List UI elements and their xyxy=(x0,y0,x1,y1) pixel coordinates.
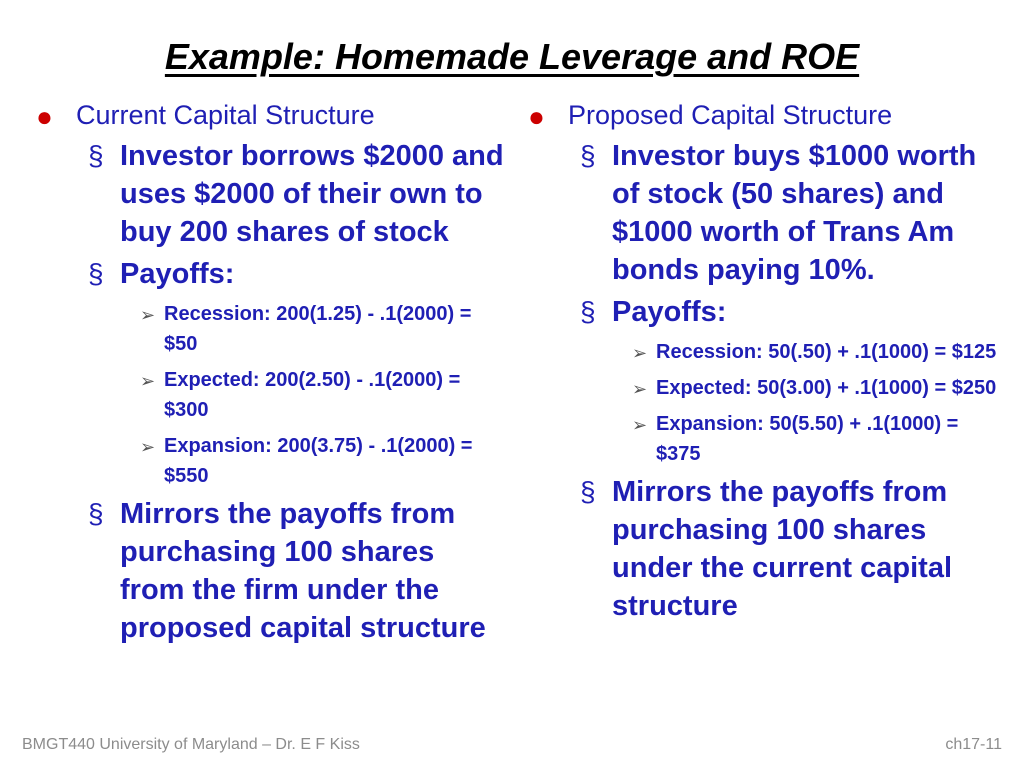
left-subitem-1 xyxy=(36,299,506,359)
section-bullet-icon: § xyxy=(88,498,104,529)
section-bullet-icon: § xyxy=(580,140,596,171)
right-item-2-text: Payoffs: xyxy=(612,296,727,328)
right-subitem-1 xyxy=(528,337,998,367)
section-bullet-icon: § xyxy=(580,476,596,507)
slide-title: Example: Homemade Leverage and ROE xyxy=(164,36,860,77)
right-subitem-2-text: Expected: 50(3.00) + .1(1000) = $250 xyxy=(656,377,997,399)
right-item-3-text: Mirrors the payoffs from purchasing 100 shares under the current capital structure xyxy=(612,476,953,622)
footer-slide-number: ch17-11 xyxy=(945,736,1002,753)
right-subitem-3-text: Expansion: 50(5.50) + .1(1000) = $375 xyxy=(656,413,959,465)
left-subitem-2-text: Expected: 200(2.50) - .1(2000) = $300 xyxy=(164,369,461,421)
left-item-3-text: Mirrors the payoffs from purchasing 100 shares from the firm under the proposed capital structure xyxy=(120,498,486,644)
right-subitem-1-text: Recession: 50(.50) + .1(1000) = $125 xyxy=(656,341,997,363)
right-column xyxy=(528,98,998,625)
right-heading-text: Proposed Capital Structure xyxy=(568,100,893,130)
left-item-2 xyxy=(36,255,506,293)
right-heading xyxy=(528,98,998,133)
left-subitem-3 xyxy=(36,431,506,491)
section-bullet-icon: § xyxy=(88,140,104,171)
left-subitem-1-text: Recession: 200(1.25) - .1(2000) = $50 xyxy=(164,303,472,355)
left-item-1-text: Investor borrows $2000 and uses $2000 of their own to buy 200 shares of stock xyxy=(120,140,504,248)
arrow-bullet-icon: ➢ xyxy=(140,437,156,457)
left-item-3 xyxy=(36,495,506,647)
right-subitem-3 xyxy=(528,409,998,469)
right-item-3 xyxy=(528,473,998,625)
right-item-2 xyxy=(528,293,998,331)
footer-course: BMGT440 University of Maryland – Dr. E F Kiss xyxy=(22,736,360,753)
arrow-bullet-icon: ➢ xyxy=(140,371,156,391)
arrow-bullet-icon: ➢ xyxy=(632,343,648,363)
right-item-1 xyxy=(528,137,998,289)
section-bullet-icon: § xyxy=(580,296,596,327)
arrow-bullet-icon: ➢ xyxy=(632,415,648,435)
arrow-bullet-icon: ➢ xyxy=(140,305,156,325)
right-subitem-2 xyxy=(528,373,998,403)
left-heading xyxy=(36,98,506,133)
left-item-2-text: Payoffs: xyxy=(120,258,235,290)
right-item-1-text: Investor buys $1000 worth of stock (50 shares) and $1000 worth of Trans Am bonds paying 10%. xyxy=(612,140,977,286)
left-column xyxy=(36,98,506,647)
arrow-bullet-icon: ➢ xyxy=(632,379,648,399)
circle-bullet-icon: ● xyxy=(36,101,53,132)
section-bullet-icon: § xyxy=(88,258,104,289)
left-subitem-2 xyxy=(36,365,506,425)
circle-bullet-icon: ● xyxy=(528,101,545,132)
left-heading-text: Current Capital Structure xyxy=(76,100,375,130)
left-subitem-3-text: Expansion: 200(3.75) - .1(2000) = $550 xyxy=(164,435,473,487)
left-item-1 xyxy=(36,137,506,251)
